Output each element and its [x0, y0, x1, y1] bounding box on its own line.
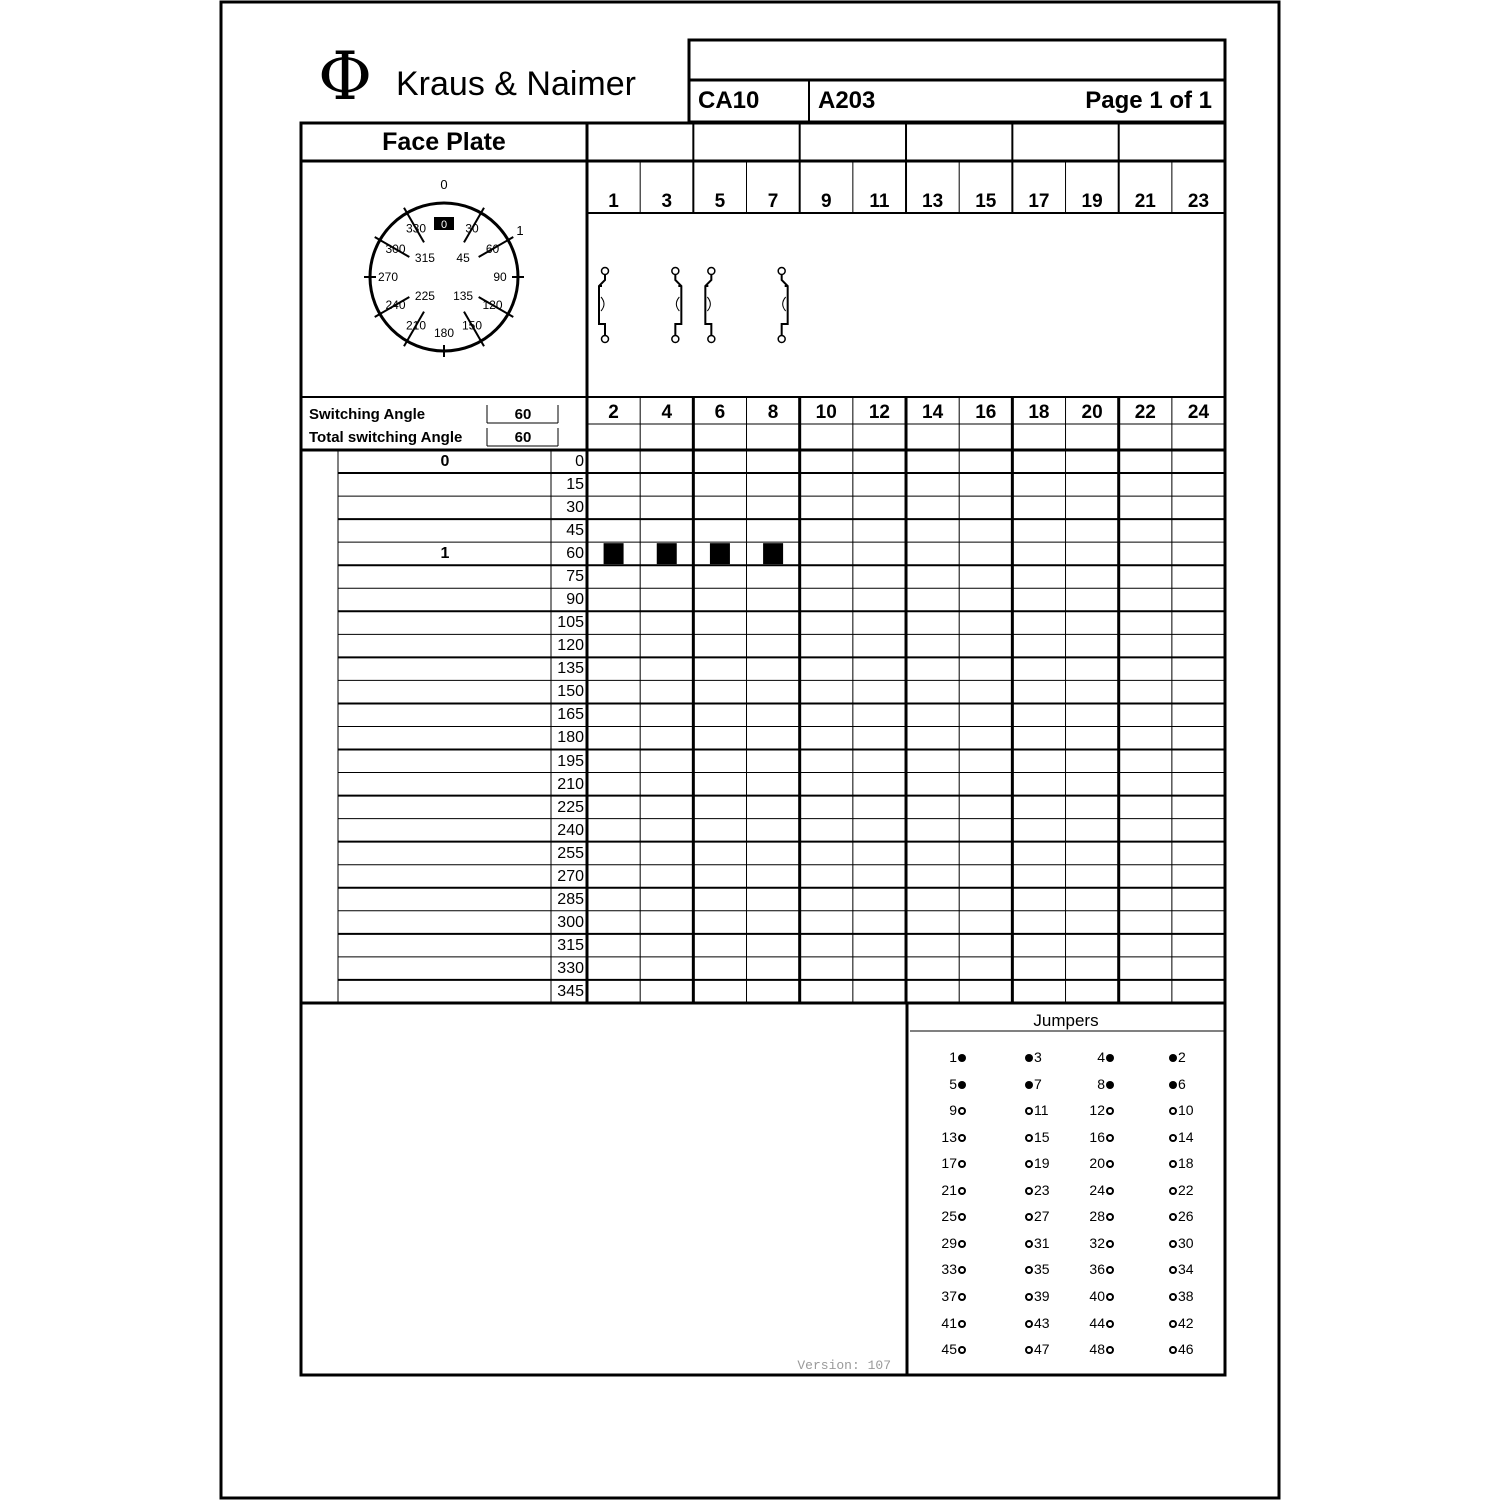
contact-cam	[601, 297, 604, 311]
jumper-dot-open	[958, 1134, 966, 1142]
jumper-label-5: 5	[949, 1075, 957, 1092]
terminal-bottom-24: 24	[1187, 402, 1210, 423]
jumper-label-7: 7	[1034, 1075, 1042, 1092]
jumper-dot-filled	[1106, 1081, 1114, 1089]
terminal-top-11: 11	[869, 191, 890, 212]
terminal-top-9: 9	[820, 191, 832, 212]
jumper-label-9: 9	[949, 1102, 957, 1119]
brand-symbol: Φ	[318, 38, 373, 115]
jumper-label-18: 18	[1178, 1155, 1194, 1172]
jumper-label-13: 13	[941, 1128, 957, 1145]
jumpers-title: Jumpers	[1033, 1011, 1099, 1030]
terminal-dot	[708, 336, 715, 343]
angle-row-210: 210	[557, 775, 584, 793]
brand-name: Kraus & Naimer	[396, 65, 636, 103]
terminal-top-17: 17	[1028, 191, 1050, 212]
jumper-dot-open	[958, 1320, 966, 1328]
angle-row-330: 330	[557, 959, 584, 977]
terminal-bottom-4: 4	[661, 402, 673, 423]
jumper-label-42: 42	[1178, 1314, 1194, 1331]
dial-angle-90: 90	[493, 270, 507, 284]
jumper-label-31: 31	[1034, 1234, 1050, 1251]
terminal-top-3: 3	[661, 191, 673, 212]
terminal-bottom-10: 10	[815, 402, 837, 423]
jumper-dot-open	[1025, 1240, 1033, 1248]
jumper-label-45: 45	[941, 1341, 957, 1358]
terminal-dot	[602, 268, 609, 275]
jumper-label-35: 35	[1034, 1261, 1050, 1278]
contact-symbol-2	[672, 268, 682, 343]
jumper-dot-open	[1025, 1187, 1033, 1195]
terminal-top-7: 7	[767, 191, 779, 212]
jumper-dot-filled	[958, 1081, 966, 1089]
jumper-label-3: 3	[1034, 1049, 1042, 1065]
jumper-label-12: 12	[1089, 1102, 1105, 1119]
angle-row-15: 15	[566, 476, 584, 494]
angle-row-150: 150	[557, 683, 584, 701]
terminal-top-13: 13	[922, 191, 944, 212]
jumper-label-21: 21	[941, 1181, 957, 1198]
jumper-dot-open	[1106, 1293, 1114, 1301]
dial-angle-270: 270	[377, 270, 399, 284]
dial-inner-angle-315: 315	[414, 250, 435, 265]
jumper-label-11: 11	[1034, 1102, 1049, 1119]
jumper-label-32: 32	[1089, 1234, 1105, 1251]
angle-row-180: 180	[557, 729, 584, 747]
jumper-label-10: 10	[1178, 1102, 1194, 1119]
jumper-label-24: 24	[1089, 1181, 1105, 1198]
jumper-dot-open	[1025, 1346, 1033, 1354]
jumper-dot-filled	[1106, 1054, 1114, 1062]
total-switching-angle-value: 60	[514, 429, 532, 446]
terminal-top-15: 15	[975, 191, 997, 212]
jumper-dot-open	[1025, 1293, 1033, 1301]
jumper-label-6: 6	[1178, 1075, 1186, 1092]
terminal-top-19: 19	[1081, 191, 1103, 212]
jumper-label-48: 48	[1089, 1341, 1105, 1358]
jumper-label-41: 41	[941, 1314, 957, 1331]
terminal-dot	[672, 268, 679, 275]
dial-angle-180: 180	[433, 326, 455, 340]
terminal-dot	[672, 336, 679, 343]
angle-row-75: 75	[566, 568, 584, 586]
jumper-dot-open	[1169, 1134, 1177, 1142]
jumper-dot-filled	[1169, 1081, 1177, 1089]
contact-cam	[783, 297, 786, 311]
jumper-dot-open	[1169, 1346, 1177, 1354]
contact-symbol-1	[599, 268, 609, 343]
terminal-dot	[778, 268, 785, 275]
jumper-dot-open	[1106, 1320, 1114, 1328]
jumper-label-16: 16	[1089, 1128, 1105, 1145]
angle-row-255: 255	[557, 844, 584, 862]
jumper-label-36: 36	[1089, 1261, 1105, 1278]
jumper-label-2: 2	[1178, 1049, 1186, 1065]
angle-row-240: 240	[557, 821, 584, 839]
angle-row-285: 285	[557, 890, 584, 908]
dial-position-0: 0	[440, 177, 448, 192]
dial-angle-60: 60	[485, 242, 500, 256]
dial-inner-angle-135: 135	[453, 289, 474, 304]
jumper-dot-open	[958, 1293, 966, 1301]
jumper-dot-open	[1025, 1320, 1033, 1328]
terminal-bottom-2: 2	[608, 402, 619, 423]
terminal-bottom-14: 14	[922, 402, 944, 423]
terminal-bottom-6: 6	[714, 402, 726, 423]
terminal-bottom-16: 16	[975, 402, 997, 423]
contact-cam	[707, 297, 710, 311]
angle-row-30: 30	[566, 499, 584, 517]
switching-angle-value: 60	[514, 406, 532, 423]
dial-angle-120: 120	[482, 298, 503, 312]
dial-inner-angle-225: 225	[414, 289, 435, 304]
position-label-0: 0	[440, 453, 450, 470]
jumper-label-26: 26	[1178, 1208, 1194, 1225]
terminal-dot	[778, 336, 785, 343]
jumper-label-27: 27	[1034, 1208, 1050, 1225]
terminal-bottom-20: 20	[1081, 402, 1103, 423]
type-code: CA10	[698, 87, 760, 114]
jumper-label-38: 38	[1178, 1287, 1194, 1304]
jumper-label-8: 8	[1097, 1075, 1105, 1092]
jumper-dot-open	[1169, 1240, 1177, 1248]
jumper-dot-open	[958, 1240, 966, 1248]
terminal-bottom-18: 18	[1028, 402, 1050, 423]
angle-row-225: 225	[557, 798, 584, 816]
jumper-dot-open	[958, 1346, 966, 1354]
jumper-label-33: 33	[941, 1261, 957, 1278]
jumper-dot-open	[1106, 1346, 1114, 1354]
jumper-label-34: 34	[1178, 1261, 1194, 1278]
version-label: Version: 107	[797, 1358, 891, 1373]
jumper-dot-open	[1169, 1320, 1177, 1328]
position-label-1: 1	[440, 545, 450, 563]
jumper-label-43: 43	[1034, 1314, 1050, 1331]
dial-angle-30: 30	[465, 221, 479, 236]
dial-angle-210: 210	[405, 318, 427, 333]
terminal-bottom-12: 12	[868, 402, 890, 423]
jumper-dot-filled	[1025, 1054, 1033, 1062]
jumper-label-30: 30	[1178, 1234, 1194, 1251]
jumper-dot-open	[1025, 1134, 1033, 1142]
angle-row-105: 105	[557, 614, 584, 632]
terminal-bottom-22: 22	[1134, 402, 1156, 423]
contact-symbol-4	[778, 268, 788, 343]
jumper-label-17: 17	[941, 1155, 957, 1172]
jumper-label-14: 14	[1178, 1128, 1194, 1145]
angle-row-195: 195	[557, 752, 584, 770]
angle-row-45: 45	[566, 522, 584, 540]
jumper-label-20: 20	[1089, 1155, 1105, 1172]
contact-cam	[676, 297, 679, 311]
dial-angle-300: 300	[385, 242, 406, 256]
jumper-dot-open	[1106, 1240, 1114, 1248]
dial-angle-330: 330	[405, 221, 427, 236]
jumper-label-39: 39	[1034, 1287, 1050, 1304]
total-switching-angle-label: Total switching Angle	[309, 429, 463, 446]
jumper-dot-open	[1106, 1187, 1114, 1195]
dial-angle-150: 150	[461, 318, 483, 333]
terminal-top-21: 21	[1134, 191, 1156, 212]
jumper-label-23: 23	[1034, 1181, 1050, 1198]
program-code: A203	[818, 87, 876, 114]
terminal-bottom-8: 8	[767, 402, 779, 423]
angle-row-90: 90	[566, 591, 584, 609]
jumper-label-19: 19	[1034, 1155, 1050, 1172]
jumper-label-37: 37	[941, 1287, 957, 1304]
dial-pointer-label: 0	[440, 219, 448, 231]
terminal-top-5: 5	[714, 191, 726, 212]
angle-row-60: 60	[566, 545, 584, 563]
jumper-dot-open	[1106, 1134, 1114, 1142]
jumper-label-1: 1	[949, 1049, 957, 1065]
jumper-dot-filled	[1169, 1054, 1177, 1062]
angle-row-135: 135	[557, 660, 584, 678]
terminal-top-1: 1	[608, 191, 619, 212]
angle-row-120: 120	[557, 637, 584, 655]
jumper-label-4: 4	[1097, 1049, 1105, 1065]
angle-row-270: 270	[557, 867, 584, 885]
face-plate-title: Face Plate	[382, 128, 506, 156]
jumper-label-47: 47	[1034, 1341, 1050, 1358]
jumper-label-25: 25	[941, 1208, 957, 1225]
jumper-label-44: 44	[1089, 1314, 1105, 1331]
jumper-dot-open	[958, 1187, 966, 1195]
terminal-top-23: 23	[1187, 191, 1210, 212]
terminal-dot	[602, 336, 609, 343]
dial-angle-240: 240	[385, 298, 406, 312]
jumper-dot-open	[1169, 1293, 1177, 1301]
angle-row-345: 345	[557, 982, 584, 1000]
contact-symbol-3	[705, 268, 715, 343]
jumper-label-28: 28	[1089, 1208, 1105, 1225]
jumper-label-46: 46	[1178, 1341, 1194, 1358]
angle-row-0: 0	[575, 453, 584, 470]
dial-position-1: 1	[516, 223, 524, 238]
page-indicator: Page 1 of 1	[1085, 87, 1212, 114]
jumper-dot-open	[1169, 1187, 1177, 1195]
dial-inner-angle-45: 45	[456, 250, 470, 265]
jumper-dot-filled	[958, 1054, 966, 1062]
switching-angle-label: Switching Angle	[309, 406, 426, 423]
terminal-dot	[708, 268, 715, 275]
jumper-label-22: 22	[1178, 1181, 1194, 1198]
jumper-dot-filled	[1025, 1081, 1033, 1089]
angle-row-315: 315	[557, 936, 584, 954]
jumper-label-29: 29	[941, 1234, 957, 1251]
angle-row-165: 165	[557, 706, 584, 724]
angle-row-300: 300	[557, 913, 584, 931]
jumper-label-40: 40	[1089, 1287, 1105, 1304]
jumper-label-15: 15	[1034, 1128, 1050, 1145]
